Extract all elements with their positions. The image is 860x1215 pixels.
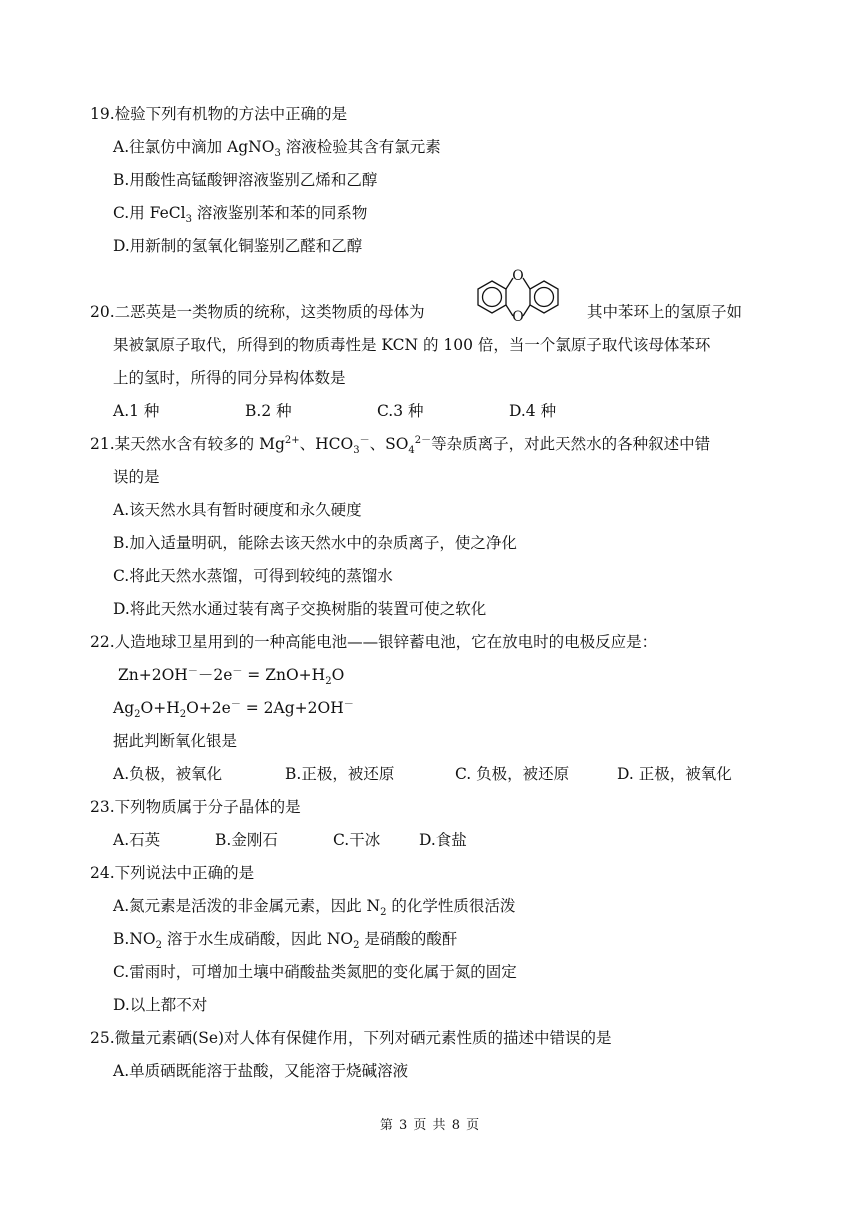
q22-option-d: D. 正极，被氧化 xyxy=(617,765,732,783)
q24-option-b: $B.NO_2$ 溶于水生成硝酸，因此 $NO_2$ 是硝酸的酸酐 xyxy=(113,930,458,952)
oxygen-atom-top: O xyxy=(512,268,524,284)
q23-option-c: C.干冰 xyxy=(333,831,381,849)
q24-option-c: C.雷雨时，可增加土壤中硝酸盐类氮肥的变化属于氮的固定 xyxy=(113,963,517,981)
q22-equation-2: $Ag_2O+H_2O+2e^- = 2Ag+2OH^-$ xyxy=(113,698,354,721)
q22-option-b: B.正极，被还原 xyxy=(285,765,395,783)
oxygen-atom-bottom: O xyxy=(512,309,524,324)
q23-option-d: D.食盐 xyxy=(419,831,467,849)
q20-stem-line3: 上的氢时，所得的同分异构体数是 xyxy=(113,369,346,387)
q24-option-a: A.氮元素是活泼的非金属元素，因此 $N_2$ 的化学性质很活泼 xyxy=(113,897,516,919)
page-footer: 第 3 页 共 8 页 xyxy=(379,1118,481,1133)
q19-option-d: D.用新制的氢氧化铜鉴别乙醛和乙醇 xyxy=(113,237,363,255)
q22-option-a: A.负极，被氧化 xyxy=(113,765,223,783)
q25-option-a: A.单质硒既能溶于盐酸，又能溶于烧碱溶液 xyxy=(113,1062,409,1080)
q21-option-d: D.将此天然水通过装有离子交换树脂的装置可使之软化 xyxy=(113,600,487,618)
q24-option-d: D.以上都不对 xyxy=(113,996,208,1014)
q19-stem: 19.检验下列有机物的方法中正确的是 xyxy=(90,105,348,123)
q22-stem: 22.人造地球卫星用到的一种高能电池——银锌蓄电池，它在放电时的电极反应是： xyxy=(90,633,658,651)
q20-stem-part2: 其中苯环上的氢原子如 xyxy=(587,303,743,321)
q21-option-b: B.加入适量明矾，能除去该天然水中的杂质离子，使之净化 xyxy=(113,534,517,552)
q21-stem-line2: 误的是 xyxy=(113,468,160,486)
q22-judge: 据此判断氧化银是 xyxy=(113,732,238,750)
q22-option-c: C. 负极，被还原 xyxy=(455,765,570,783)
q19-option-c: C.用 FeCl$_3$ 溶液鉴别苯和苯的同系物 xyxy=(113,204,368,226)
q22-equation-1: $Zn+2OH^--2e^- = ZnO+H_2O$ xyxy=(118,665,345,688)
q21-option-a: A.该天然水具有暂时硬度和永久硬度 xyxy=(113,501,362,519)
q20-stem-part1: 20.二恶英是一类物质的统称，这类物质的母体为 xyxy=(90,303,425,321)
q20-option-a: A.1 种 xyxy=(113,402,160,420)
q23-option-b: B.金刚石 xyxy=(215,831,278,849)
q19-option-b: B.用酸性高锰酸钾溶液鉴别乙烯和乙醇 xyxy=(113,171,378,189)
q23-stem: 23.下列物质属于分子晶体的是 xyxy=(90,798,301,816)
q19-option-a: A.往氯仿中滴加 AgNO$_3$ 溶液检验其含有氯元素 xyxy=(113,138,441,160)
q20-option-c: C.3 种 xyxy=(377,402,424,420)
q20-option-d: D.4 种 xyxy=(509,402,557,420)
q25-stem: 25.微量元素硒(Se)对人体有保健作用，下列对硒元素性质的描述中错误的是 xyxy=(90,1029,612,1047)
q20-option-b: B.2 种 xyxy=(245,402,292,420)
dioxin-structure-diagram xyxy=(466,264,570,324)
q20-stem-line2: 果被氯原子取代，所得到的物质毒性是 KCN 的 100 倍，当一个氯原子取代该母体苯环 xyxy=(113,336,711,354)
q24-stem: 24.下列说法中正确的是 xyxy=(90,864,255,882)
q21-stem: 21.某天然水含有较多的 $Mg^{2+}$、$HCO_3^-$、$SO_4^{2-}$等杂质离子，对此天然水的各种叙述中错 xyxy=(90,434,711,457)
q23-option-a: A.石英 xyxy=(113,831,161,849)
q21-option-c: C.将此天然水蒸馏，可得到较纯的蒸馏水 xyxy=(113,567,393,585)
